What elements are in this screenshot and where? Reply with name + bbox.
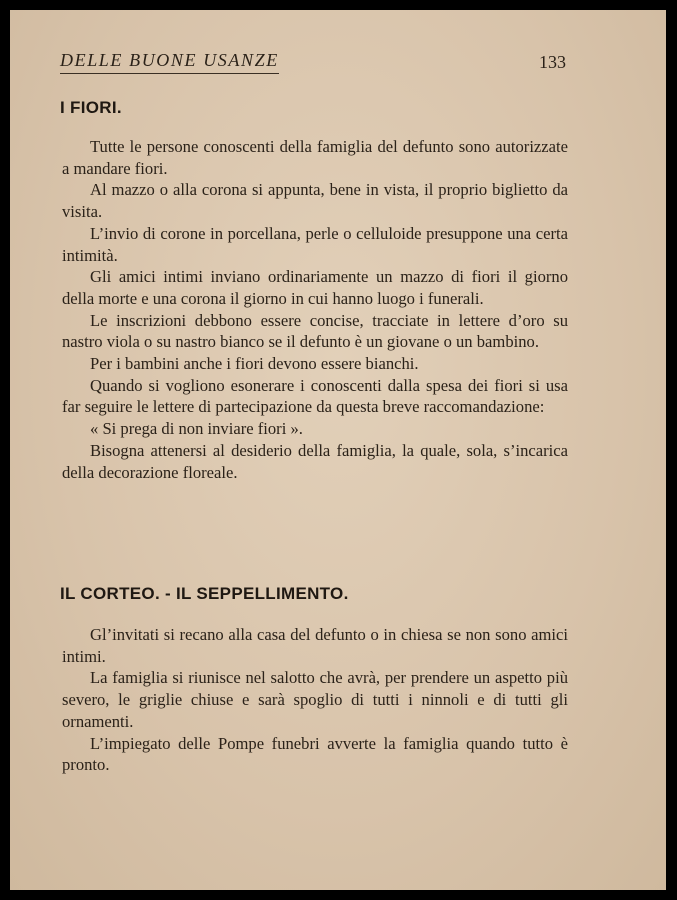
running-title: DELLE BUONE USANZE [60, 50, 279, 74]
section-heading-corteo: IL CORTEO. - IL SEPPELLIMENTO. [60, 584, 349, 603]
paragraph: Gl’invitati si recano alla casa del defunto o in chiesa se non sono amici intimi. [62, 625, 568, 666]
page-number: 133 [539, 52, 566, 72]
paragraph: Gli amici intimi inviano ordinariamente un mazzo di fiori il giorno della morte e una corona il giorno in cui hanno luogo i funerali. [62, 267, 568, 308]
section-body-fiori [62, 136, 568, 483]
section-heading-fiori: I FIORI. [60, 98, 122, 117]
paragraph: L’invio di corone in porcellana, perle o celluloide presuppone una certa intimità. [62, 223, 568, 265]
book-page [10, 10, 666, 890]
paragraph: Tutte le persone conoscenti della famiglia del defunto sono autorizzate a mandare fiori. [62, 137, 568, 178]
paragraph: L’impiegato delle Pompe funebri avverte la famiglia quando tutto è pronto. [62, 733, 568, 775]
paragraph: La famiglia si riunisce nel salotto che avrà, per prendere un aspetto più severo, le griglie chiuse e sarà spoglio di tutti i ninnoli e di tutti gli ornamenti. [62, 668, 568, 731]
paragraph: Per i bambini anche i fiori devono essere bianchi. [90, 354, 419, 374]
quoted-paragraph: « Si prega di non inviare fiori ». [90, 419, 303, 439]
paragraph: Quando si vogliono esonerare i conoscenti dalla spesa dei fiori si usa far seguire le lettere di partecipazione da questa breve raccomandazione: [62, 375, 568, 417]
paragraph: Al mazzo o alla corona si appunta, bene in vista, il proprio biglietto da visita. [62, 180, 568, 222]
paragraph: Bisogna attenersi al desiderio della famiglia, la quale, sola, s’incarica della decorazione floreale. [62, 440, 568, 482]
paragraph: Le inscrizioni debbono essere concise, tracciate in lettere d’oro su nastro viola o su nastro bianco se il defunto è un giovane o un bambino. [62, 310, 568, 352]
section-body-corteo [62, 624, 568, 776]
